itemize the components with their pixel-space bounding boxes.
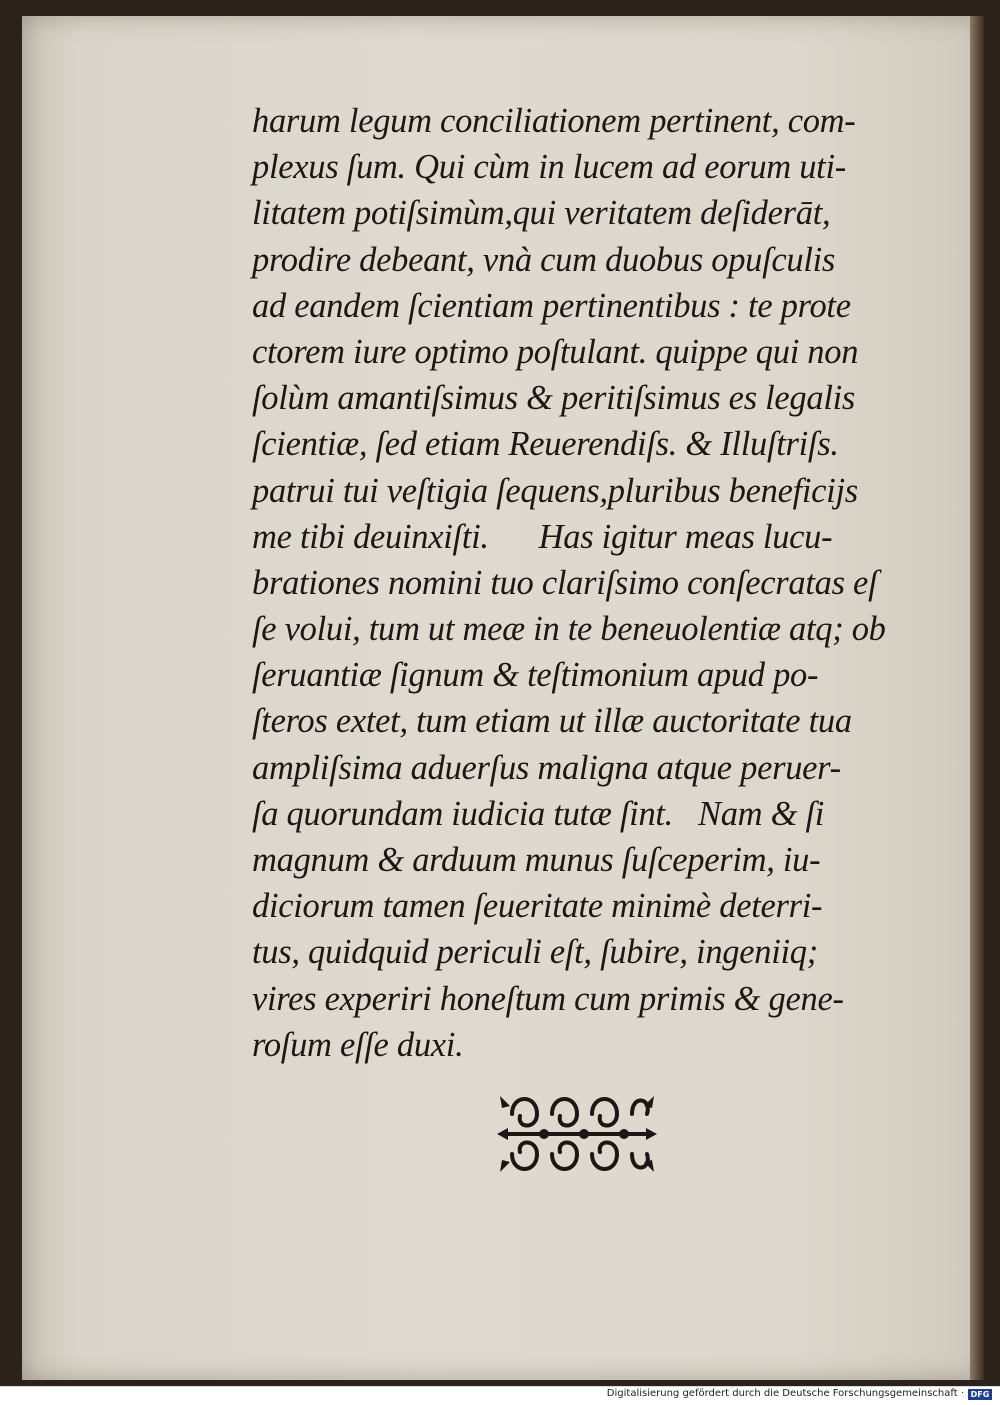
page-edge: [970, 16, 984, 1380]
dfg-logo: DFG: [968, 1389, 992, 1400]
text-line: plexus ſum. Qui cùm in lucem ad eorum uti-: [252, 148, 846, 187]
text-line: patrui tui veſtigia ſequens,pluribus beneficijs: [252, 471, 858, 510]
text-line: me tibi deuinxiſti. Has igitur meas lucu-: [252, 517, 833, 556]
text-line: ad eandem ſcientiam pertinentibus : te prote: [252, 286, 851, 325]
text-line: diciorum tamen ſeueritate minimè deterri-: [252, 887, 823, 926]
text-line: ctorem iure optimo poſtulant. quippe qui non: [252, 332, 859, 371]
text-line: harum legum conciliationem pertinent, com-: [252, 102, 856, 140]
text-line: ſcientiæ, ſed etiam Reuerendiſs. & Illuſtriſs.: [252, 425, 839, 464]
floral-ornament-icon: [492, 1084, 662, 1184]
text-line: magnum & arduum munus ſuſceperim, iu-: [252, 841, 821, 879]
text-line: ampliſsima aduerſus maligna atque peruer-: [252, 748, 841, 787]
text-line: ſa quorundam iudicia tutæ ſint. Nam & ſi: [252, 794, 825, 833]
text-line: vires experiri honeſtum cum primis & gene-: [252, 979, 844, 1018]
book-page: [22, 16, 984, 1380]
text-line: ſolùm amantiſsimus & peritiſsimus es legalis: [252, 379, 856, 418]
text-line: ſteros extet, tum etiam ut illæ auctoritate tua: [252, 702, 852, 741]
text-line: ſe volui, tum ut meæ in te beneuolentiæ atq; ob: [252, 610, 886, 649]
digitization-credit: Digitalisierung gefördert durch die Deutsche Forschungsgemeinschaft ·: [606, 1388, 964, 1399]
text-line: tus, quidquid periculi eſt, ſubire, ingeniiq;: [252, 933, 818, 972]
text-line: roſum eſſe duxi.: [252, 1025, 464, 1064]
text-line: litatem potiſsimùm,qui veritatem deſiderāt,: [252, 194, 831, 233]
text-line: ſeruantiæ ſignum & teſtimonium apud po-: [252, 656, 819, 695]
main-text-block: [252, 98, 912, 1068]
text-line: prodire debeant, vnà cum duobus opuſculis: [252, 240, 836, 279]
text-line: brationes nomini tuo clariſsimo conſecratas eſ: [252, 563, 878, 602]
